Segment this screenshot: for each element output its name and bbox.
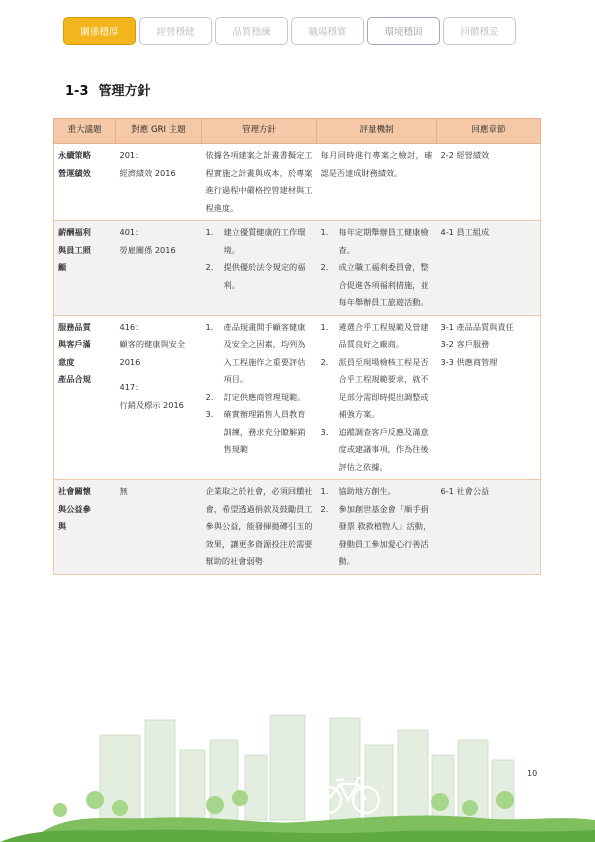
header-policy: 管理方針: [202, 119, 317, 144]
evaluation-list: [321, 319, 433, 477]
header-evaluation: 評量機制: [317, 119, 437, 144]
list-item: [206, 259, 313, 294]
issue-line: 永續策略: [58, 150, 91, 160]
section-title: [65, 80, 151, 99]
evaluation-cell: [317, 221, 437, 316]
section-title-text: 管理方針: [98, 84, 151, 99]
gri-line: 201：: [119, 150, 144, 160]
list-item: [206, 389, 313, 407]
gri-line: 行銷及標示 2016: [119, 399, 184, 410]
chapter-line: 2-2 經營績效: [440, 150, 490, 160]
list-text: 協助地方創生。: [338, 486, 396, 496]
issue-line: 社會關懷: [58, 486, 91, 496]
policy-list: [206, 319, 313, 459]
list-text: 每年定期舉辦員工健康檢查。: [338, 227, 429, 255]
list-number: 2.: [205, 391, 214, 402]
list-item: [321, 483, 433, 501]
tab-operations[interactable]: 經營穩健: [139, 17, 212, 45]
issue-cell: [54, 480, 116, 575]
management-approach-table: [53, 118, 541, 575]
chapter-line: 3-3 供應商管理: [440, 356, 498, 367]
list-text: 提供優於法令規定的福利。: [223, 262, 306, 290]
issue-line: 顧: [58, 262, 67, 272]
chapter-cell: [437, 221, 541, 316]
gri-line: 401：: [119, 227, 144, 237]
tab-relations[interactable]: 關係穩厚: [63, 17, 136, 45]
tab-quality[interactable]: 品質穩練: [215, 17, 288, 45]
list-item: [321, 319, 433, 354]
policy-cell: 依據各項建案之計畫書擬定工程實施之計畫與成本，於專案進行過程中嚴格控管建材與工程進度。: [202, 144, 317, 221]
table-row: [54, 221, 541, 316]
page-number: 10: [527, 769, 538, 778]
list-text: 參加創世基金會「順手捐發票 救救植物人」活動，發動員工參加愛心行善活動。: [338, 503, 432, 566]
chapter-cell: [437, 144, 541, 221]
gri-cell: [116, 480, 202, 575]
table-row: [54, 315, 541, 480]
spacer: [120, 371, 198, 379]
issue-line: 營運績效: [58, 167, 91, 178]
list-item: [321, 354, 433, 424]
section-number: 1-3: [65, 84, 89, 99]
evaluation-list: [321, 483, 433, 571]
policy-cell: [202, 315, 317, 480]
list-number: 2.: [205, 262, 214, 272]
list-number: 1.: [320, 227, 329, 237]
list-number: 2.: [320, 503, 329, 514]
gri-cell: [116, 144, 202, 221]
chapter-cell: [437, 480, 541, 575]
issue-cell: [54, 315, 116, 480]
list-number: 3.: [320, 426, 329, 437]
list-item: [206, 406, 313, 459]
issue-line: 薪酬福利: [58, 227, 91, 237]
tab-bar: [63, 17, 516, 45]
issue-line: 與: [58, 521, 67, 531]
gri-line: 勞雇關係 2016: [119, 244, 176, 255]
chapter-line: 3-1 產品品質與責任: [440, 321, 514, 332]
list-number: 1.: [320, 486, 329, 496]
evaluation-cell: [317, 480, 437, 575]
city-skyline-illustration: [0, 700, 595, 842]
list-text: 訂定供應商管理規範。: [223, 391, 306, 402]
issue-line: 服務品質: [58, 321, 91, 332]
list-number: 3.: [205, 409, 214, 419]
evaluation-cell: [317, 315, 437, 480]
list-item: [206, 319, 313, 389]
gri-cell: [116, 221, 202, 316]
evaluation-cell: 每月同時進行專案之檢討，確認是否達成財務績效。: [317, 144, 437, 221]
list-number: 1.: [205, 321, 214, 332]
header-chapter: 回應章節: [437, 119, 541, 144]
gri-line: 無: [119, 486, 128, 496]
tab-workplace[interactable]: 職場穩實: [291, 17, 364, 45]
list-number: 2.: [320, 356, 329, 367]
table-header-row: [54, 119, 541, 144]
list-item: [206, 224, 313, 259]
list-number: 1.: [205, 227, 214, 237]
list-text: 派員至現場檢核工程是否合乎工程規範要求，就不足部分需即時提出調整或補強方案。: [338, 356, 429, 419]
tab-community[interactable]: 回饋穩妥: [443, 17, 516, 45]
evaluation-list: [321, 224, 433, 312]
list-item: [321, 424, 433, 477]
header-issue: 重大議題: [54, 119, 116, 144]
policy-cell: 企業取之於社會，必須回饋社會，希望透過捐款及鼓勵員工參與公益，能發揮拋磚引玉的效果，讓更多資源投注於需要幫助的社會弱勢: [202, 480, 317, 575]
list-text: 追蹤調查客戶反應及滿意度或建議事項，作為往後評估之依據。: [338, 426, 429, 472]
list-text: 成立職工福利委員會，整合促進各項福利措施，並每年舉辦員工旅遊活動。: [338, 262, 429, 307]
list-item: [321, 259, 433, 312]
list-number: 1.: [320, 321, 329, 332]
tab-environment[interactable]: 環境穩固: [367, 17, 440, 45]
list-text: 產品規畫開手顧客健康及安全之因素，均列為入工程施作之重要評估項目。: [223, 321, 306, 384]
gri-line: 416：: [119, 321, 144, 332]
gri-line: 顧客的健康與安全 2016: [119, 339, 186, 367]
issue-line: 產品合規: [58, 374, 91, 384]
chapter-line: 6-1 社會公益: [440, 486, 490, 496]
list-number: 2.: [320, 262, 329, 272]
policy-list: [206, 224, 313, 294]
list-text: 建立優質健康的工作環境。: [223, 227, 306, 255]
list-item: [321, 224, 433, 259]
gri-cell: [116, 315, 202, 480]
gri-line: 417：: [119, 382, 144, 392]
chapter-cell: [437, 315, 541, 480]
chapter-line: 4-1 員工組成: [440, 227, 490, 237]
chapter-line: 3-2 客戶服務: [440, 339, 490, 349]
issue-line: 與客戶滿: [58, 339, 91, 349]
table-row: [54, 144, 541, 221]
issue-line: 與員工照: [58, 244, 91, 255]
issue-line: 與公益參: [58, 503, 91, 514]
list-text: 遴選合乎工程規範及營建品質良好之廠商。: [338, 321, 429, 349]
issue-cell: [54, 144, 116, 221]
policy-cell: [202, 221, 317, 316]
header-gri: 對應 GRI 主題: [116, 119, 202, 144]
list-item: [321, 501, 433, 571]
issue-line: 意度: [58, 356, 75, 367]
gri-line: 經濟績效 2016: [119, 167, 176, 178]
table-row: [54, 480, 541, 575]
issue-cell: [54, 221, 116, 316]
list-text: 確實辦理銷售人員教育訓練，務求充分瞭解銷售規範: [223, 409, 306, 454]
